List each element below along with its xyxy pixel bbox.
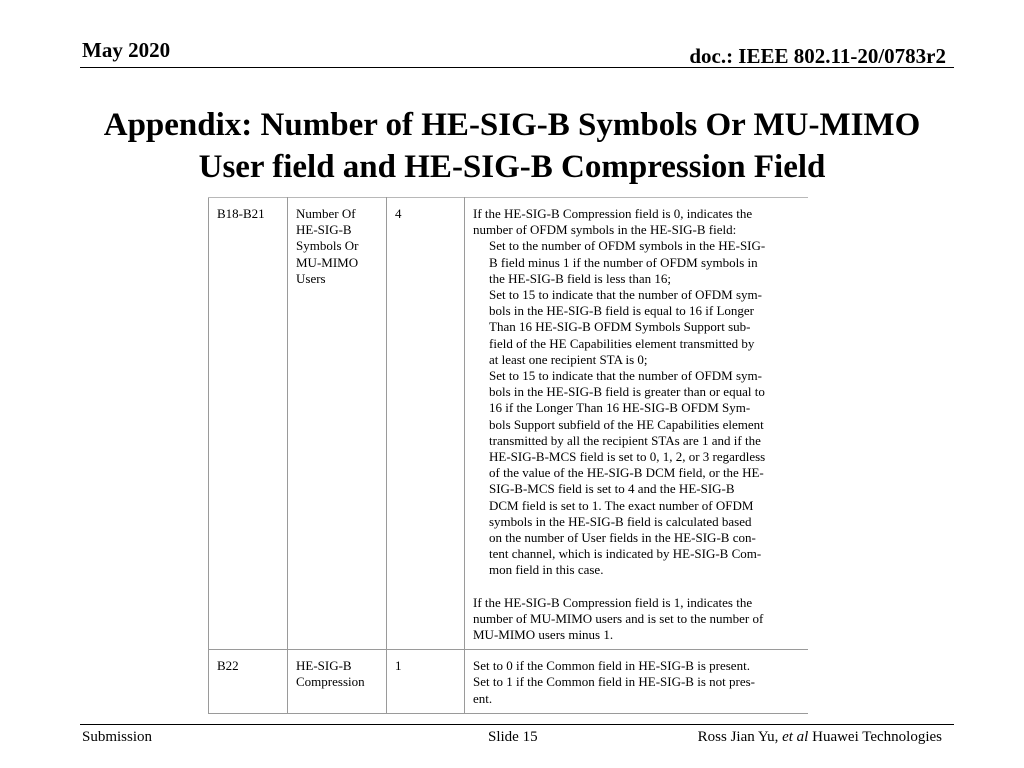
description-line: If the HE-SIG-B Compression field is 0, indicates the (473, 206, 753, 221)
header-rule (80, 67, 954, 68)
description-line: DCM field is set to 1. The exact number of OFDM (489, 497, 754, 513)
field-name-line: MU-MIMO (296, 254, 359, 270)
description-line: Than 16 HE-SIG-B OFDM Symbols Support sub- (489, 319, 751, 335)
description-line: Set to 0 if the Common field in HE-SIG-B is present. (473, 658, 750, 674)
bits-cell: B18-B21 (209, 198, 288, 650)
slide-title (60, 104, 964, 188)
footer-rule (80, 724, 954, 725)
table-row (209, 198, 809, 650)
size-cell: 4 (387, 198, 465, 650)
description-line: on the number of User fields in the HE-SIG-B con- (489, 530, 756, 546)
description-line: 16 if the Longer Than 16 HE-SIG-B OFDM Sym- (489, 400, 751, 416)
footer-author-name: Ross Jian Yu, (697, 729, 783, 745)
field-name-line: Number Of (296, 206, 356, 221)
footer-author (698, 729, 942, 746)
field-name-cell (288, 650, 387, 714)
description-line: Set to 1 if the Common field in HE-SIG-B is not pres- (473, 674, 756, 690)
description-indented-block (473, 238, 800, 578)
description-line: the HE-SIG-B field is less than 16; (489, 270, 671, 286)
description-line: SIG-B-MCS field is set to 4 and the HE-SIG-B (489, 481, 735, 497)
spec-table-excerpt (208, 197, 808, 717)
footer-submission: Submission (82, 729, 153, 745)
description-line: Set to 15 to indicate that the number of OFDM sym- (489, 287, 762, 303)
footer-author-etal: et al (782, 729, 809, 745)
description-line: bols Support subfield of the HE Capabilities element (489, 416, 764, 432)
description-line: of the value of the HE-SIG-B DCM field, or the HE- (489, 465, 764, 481)
description-line: bols in the HE-SIG-B field is equal to 16 if Longer (489, 303, 755, 319)
description-line: field of the HE Capabilities element transmitted by (489, 335, 755, 351)
description-cell (465, 650, 809, 714)
description-line: bols in the HE-SIG-B field is greater than or equal to (489, 384, 765, 400)
field-name-line: Symbols Or (296, 238, 359, 254)
field-name-line: HE-SIG-B (296, 658, 352, 674)
footer-slide-number: Slide 15 (488, 729, 538, 745)
description-line: at least one recipient STA is 0; (489, 351, 648, 367)
description-line: tent channel, which is indicated by HE-SIG-B Com- (489, 546, 762, 562)
bits-cell: B22 (209, 650, 288, 714)
description-line: Set to the number of OFDM symbols in the HE-SIG- (489, 238, 766, 254)
header-doc-id: doc.: IEEE 802.11-20/0783r2 (689, 44, 946, 68)
description-line: If the HE-SIG-B Compression field is 1, indicates the (473, 594, 753, 610)
description-line: mon field in this case. (489, 562, 604, 578)
field-name-line: Users (296, 270, 326, 286)
field-name-line: HE-SIG-B (296, 222, 352, 238)
field-name-line: Compression (296, 674, 365, 690)
slide-title-line-1: Appendix: Number of HE-SIG-B Symbols Or MU-MIMO (103, 107, 921, 143)
size-cell: 1 (387, 650, 465, 714)
description-line: number of MU-MIMO users and is set to the number of (473, 610, 764, 626)
slide-title-line-2: User field and HE-SIG-B Compression Field (198, 149, 826, 185)
description-cell (465, 198, 809, 650)
field-table (208, 197, 808, 714)
table-row (209, 650, 809, 714)
paragraph-gap (473, 579, 800, 595)
description-line: number of OFDM symbols in the HE-SIG-B field: (473, 222, 737, 238)
field-name-cell (288, 198, 387, 650)
description-line: HE-SIG-B-MCS field is set to 0, 1, 2, or 3 regardless (489, 449, 766, 465)
description-line: MU-MIMO users minus 1. (473, 627, 614, 643)
description-line: Set to 15 to indicate that the number of OFDM sym- (489, 368, 762, 384)
description-line: transmitted by all the recipient STAs are 1 and if the (489, 432, 761, 448)
header-date: May 2020 (82, 38, 171, 62)
description-line: ent. (473, 690, 493, 706)
description-line: symbols in the HE-SIG-B field is calculated based (489, 513, 752, 529)
footer-author-org: Huawei Technologies (808, 729, 942, 745)
description-line: B field minus 1 if the number of OFDM symbols in (489, 254, 758, 270)
